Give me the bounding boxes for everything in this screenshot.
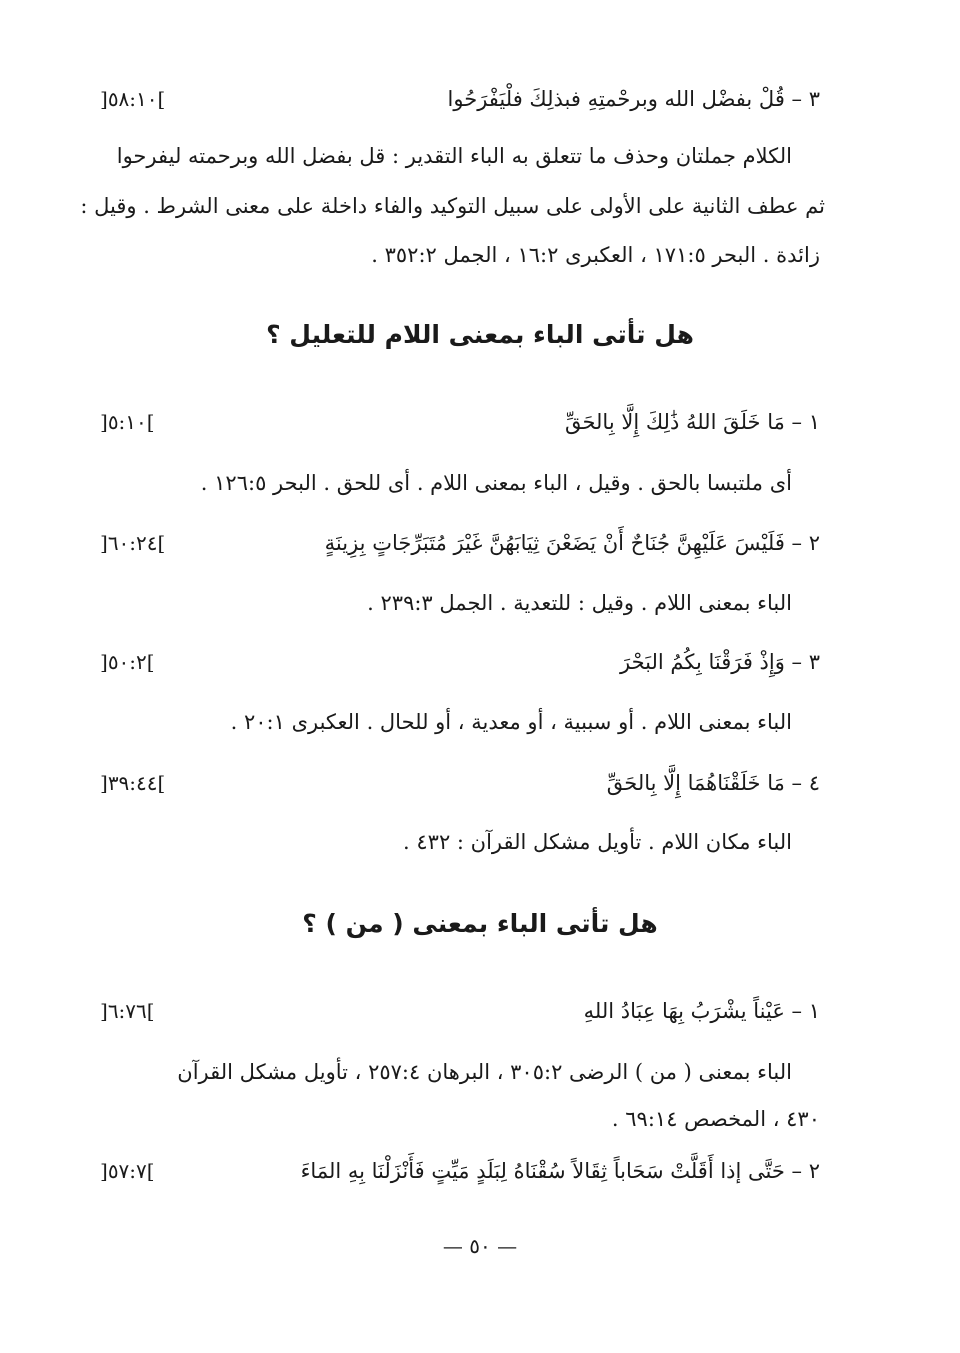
- page-number: — ٥٠ —: [442, 1234, 518, 1258]
- comment-line: أى ملتبسا بالحق . وقيل ، الباء بمعنى اللام . أى للحق . البحر ١٢٦:٥ .: [200, 471, 792, 495]
- entry-text: ٢ – حَتَّى إذا أَقَلَّتْ سَحَاباً ثِقَالاً سُقْنَاهُ لِبَلَدٍ مَيِّتٍ فَأَنْزَلْنَا بِهِ المَاءَ: [300, 1159, 820, 1183]
- verse-reference: ]٦٠:٢٤[: [100, 531, 166, 555]
- verse-reference: ]٥٠:٢[: [100, 650, 155, 674]
- entry-text: ١ – عَيْناً يشْرَبُ بِهَا عِبَادُ اللهِ: [583, 999, 820, 1023]
- comment-line: الباء بمعنى اللام . أو سببية ، أو معدية ، أو للحال . العكبرى ٢٠:١ .: [230, 710, 792, 734]
- comment-line: ثم عطف الثانية على الأولى على سبيل التوكيد والفاء داخلة على معنى الشرط . وقيل :: [80, 194, 825, 218]
- verse-reference: ]٥٧:٧[: [100, 1159, 155, 1183]
- comment-line: الكلام جملتان وحذف ما تتعلق به الباء التقدير : قل بفضل الله وبرحمته ليفرحوا: [116, 144, 792, 168]
- comment-line: الباء بمعنى ( من ) الرضى ٣٠٥:٢ ، البرهان ٢٥٧:٤ ، تأويل مشكل القرآن: [177, 1060, 792, 1084]
- entry-text: ٤ – مَا خَلَقْنَاهُمَا إِلَّا بِالحَقِّ: [606, 771, 820, 795]
- section-heading: هل تأتى الباء بمعنى ( من ) ؟: [302, 909, 658, 938]
- verse-reference: ]٥:١٠[: [100, 410, 155, 434]
- comment-line: الباء مكان اللام . تأويل مشكل القرآن : ٤٣٢ .: [403, 830, 792, 854]
- comment-line: الباء بمعنى اللام . وقيل : للتعدية . الجمل ٢٣٩:٣ .: [367, 591, 792, 615]
- section-heading: هل تأتى الباء بمعنى اللام للتعليل ؟: [266, 320, 694, 349]
- entry-text: ١ – مَا خَلَقَ اللهُ ذَٰلِكَ إِلَّا بِالحَقِّ: [564, 410, 820, 434]
- comment-line: زائدة . البحر ١٧١:٥ ، العكبرى ١٦:٢ ، الجمل ٣٥٢:٢ .: [371, 243, 820, 267]
- entry-text: ٣ – وَإِذْ فَرَقْنَا بِكُمُ البَحْرَ: [619, 650, 820, 674]
- comment-line: ٤٣٠ ، المخصص ٦٩:١٤ .: [611, 1107, 820, 1131]
- verse-reference: ]٣٩:٤٤[: [100, 771, 166, 795]
- verse-reference: ]٦:٧٦[: [100, 999, 155, 1023]
- verse-reference: ]٥٨:١٠[: [100, 87, 166, 111]
- entry-text: ٣ – قُلْ بفضْل الله وبرحْمتِهِ فبذلِكَ فلْيَفْرَحُوا: [447, 87, 820, 111]
- entry-text: ٢ – فَلَيْسَ عَلَيْهِنَّ جُنَاحٌ أَنْ يَضَعْنَ ثِيَابَهُنَّ غَيْرَ مُتَبَرِّجَاتٍ بِزِينَةٍ: [324, 531, 820, 555]
